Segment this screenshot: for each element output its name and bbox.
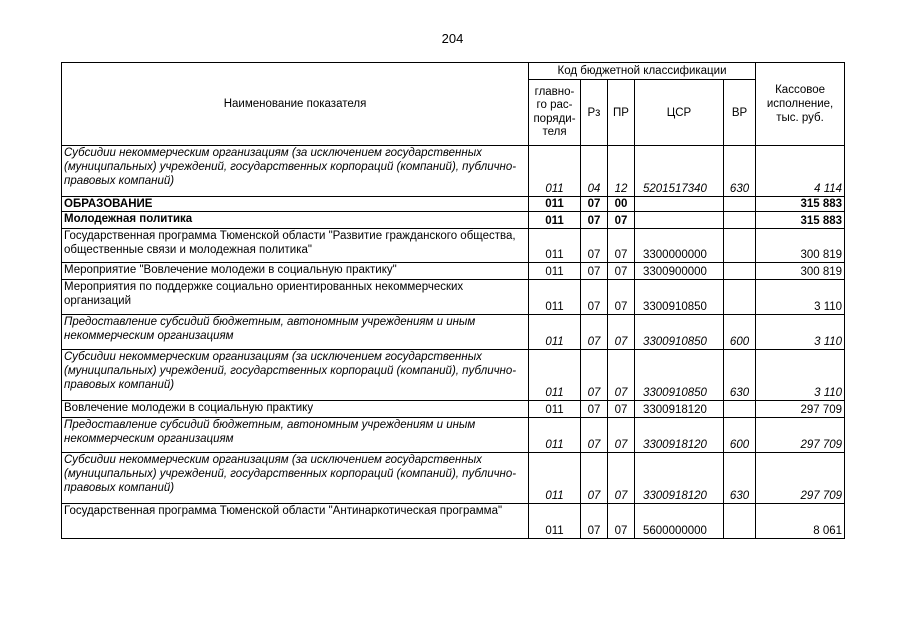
row-pr: 00 xyxy=(608,197,635,212)
row-rz: 07 xyxy=(581,453,608,504)
row-amount: 3 110 xyxy=(756,280,845,315)
header-code-group: Код бюджетной классификации xyxy=(529,63,756,80)
row-glav: 011 xyxy=(529,280,581,315)
row-csr: 3300910850 xyxy=(635,315,724,350)
row-csr xyxy=(635,197,724,212)
row-vr xyxy=(724,197,756,212)
table-row xyxy=(62,418,845,453)
row-amount: 3 110 xyxy=(756,315,845,350)
header-amount: Кассовое исполнение, тыс. руб. xyxy=(756,63,845,146)
row-pr: 07 xyxy=(608,263,635,280)
table-header xyxy=(62,63,845,146)
header-glav: главно- го рас- поряди- теля xyxy=(529,80,581,146)
header-name: Наименование показателя xyxy=(62,63,529,146)
row-name: Предоставление субсидий бюджетным, автономным учреждениям и иным некоммерческим организациям xyxy=(62,418,529,453)
row-glav: 011 xyxy=(529,401,581,418)
row-vr xyxy=(724,229,756,263)
row-csr: 3300918120 xyxy=(635,418,724,453)
row-pr: 07 xyxy=(608,229,635,263)
row-rz: 07 xyxy=(581,418,608,453)
page-number: 204 xyxy=(441,31,464,46)
row-pr: 07 xyxy=(608,315,635,350)
row-glav: 011 xyxy=(529,350,581,401)
row-amount: 297 709 xyxy=(756,401,845,418)
row-csr: 5201517340 xyxy=(635,146,724,197)
row-name: ОБРАЗОВАНИЕ xyxy=(62,197,529,212)
row-amount: 3 110 xyxy=(756,350,845,401)
row-vr: 630 xyxy=(724,453,756,504)
row-vr: 630 xyxy=(724,146,756,197)
row-amount: 300 819 xyxy=(756,263,845,280)
row-rz: 07 xyxy=(581,280,608,315)
row-csr xyxy=(635,212,724,229)
row-csr: 3300910850 xyxy=(635,280,724,315)
row-amount: 297 709 xyxy=(756,453,845,504)
row-vr xyxy=(724,401,756,418)
row-rz: 07 xyxy=(581,197,608,212)
row-csr: 3300910850 xyxy=(635,350,724,401)
budget-table xyxy=(61,62,845,539)
row-rz: 07 xyxy=(581,212,608,229)
table-row xyxy=(62,350,845,401)
row-vr xyxy=(724,504,756,539)
row-rz: 04 xyxy=(581,146,608,197)
header-vr: ВР xyxy=(724,80,756,146)
row-vr xyxy=(724,263,756,280)
row-pr: 07 xyxy=(608,280,635,315)
header-pr: ПР xyxy=(608,80,635,146)
row-glav: 011 xyxy=(529,229,581,263)
row-name: Субсидии некоммерческим организациям (за исключением государственных (муниципальных) учреждений, государственных корпораций (компаний), публично-правовых компаний) xyxy=(62,350,529,401)
row-glav: 011 xyxy=(529,212,581,229)
table-row xyxy=(62,146,845,197)
table-row xyxy=(62,212,845,229)
row-name: Мероприятия по поддержке социально ориентированных некоммерческих организаций xyxy=(62,280,529,315)
row-name: Молодежная политика xyxy=(62,212,529,229)
table-row xyxy=(62,504,845,539)
row-amount: 8 061 xyxy=(756,504,845,539)
table-row xyxy=(62,315,845,350)
header-csr: ЦСР xyxy=(635,80,724,146)
row-vr: 630 xyxy=(724,350,756,401)
row-glav: 011 xyxy=(529,418,581,453)
row-csr: 5600000000 xyxy=(635,504,724,539)
row-vr: 600 xyxy=(724,418,756,453)
row-pr: 07 xyxy=(608,350,635,401)
table-row xyxy=(62,197,845,212)
row-glav: 011 xyxy=(529,146,581,197)
row-vr: 600 xyxy=(724,315,756,350)
table-row xyxy=(62,229,845,263)
row-rz: 07 xyxy=(581,263,608,280)
row-rz: 07 xyxy=(581,315,608,350)
row-pr: 07 xyxy=(608,453,635,504)
table-row xyxy=(62,263,845,280)
row-name: Предоставление субсидий бюджетным, автономным учреждениям и иным некоммерческим организациям xyxy=(62,315,529,350)
row-rz: 07 xyxy=(581,401,608,418)
table-row xyxy=(62,280,845,315)
row-name: Государственная программа Тюменской области "Развитие гражданского общества, общественные связи и молодежная политика" xyxy=(62,229,529,263)
row-csr: 3300000000 xyxy=(635,229,724,263)
row-glav: 011 xyxy=(529,263,581,280)
row-name: Субсидии некоммерческим организациям (за исключением государственных (муниципальных) учреждений, государственных корпораций (компаний), публично-правовых компаний) xyxy=(62,146,529,197)
row-amount: 315 883 xyxy=(756,197,845,212)
row-vr xyxy=(724,212,756,229)
row-glav: 011 xyxy=(529,315,581,350)
row-pr: 07 xyxy=(608,401,635,418)
table-row xyxy=(62,453,845,504)
row-amount: 300 819 xyxy=(756,229,845,263)
row-csr: 3300918120 xyxy=(635,453,724,504)
row-pr: 07 xyxy=(608,504,635,539)
row-pr: 12 xyxy=(608,146,635,197)
row-rz: 07 xyxy=(581,350,608,401)
row-amount: 315 883 xyxy=(756,212,845,229)
row-pr: 07 xyxy=(608,212,635,229)
row-glav: 011 xyxy=(529,197,581,212)
row-name: Вовлечение молодежи в социальную практику xyxy=(62,401,529,418)
row-name: Государственная программа Тюменской области "Антинаркотическая программа" xyxy=(62,504,529,539)
row-glav: 011 xyxy=(529,504,581,539)
row-vr xyxy=(724,280,756,315)
row-rz: 07 xyxy=(581,229,608,263)
row-csr: 3300918120 xyxy=(635,401,724,418)
header-rz: Рз xyxy=(581,80,608,146)
row-amount: 297 709 xyxy=(756,418,845,453)
table-row xyxy=(62,401,845,418)
row-amount: 4 114 xyxy=(756,146,845,197)
row-csr: 3300900000 xyxy=(635,263,724,280)
row-pr: 07 xyxy=(608,418,635,453)
row-glav: 011 xyxy=(529,453,581,504)
row-rz: 07 xyxy=(581,504,608,539)
row-name: Мероприятие "Вовлечение молодежи в социальную практику" xyxy=(62,263,529,280)
row-name: Субсидии некоммерческим организациям (за исключением государственных (муниципальных) учреждений, государственных корпораций (компаний), публично-правовых компаний) xyxy=(62,453,529,504)
